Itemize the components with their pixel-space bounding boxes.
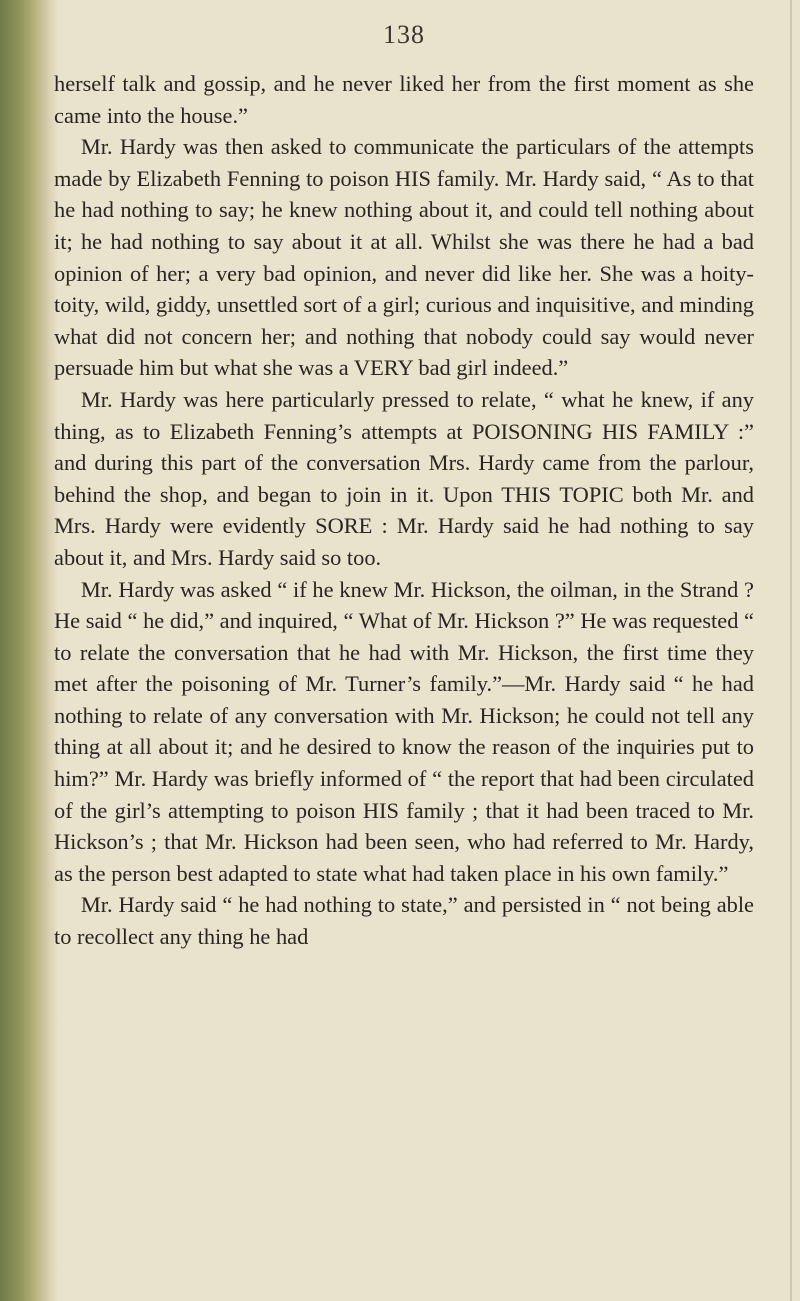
paragraph-5: Mr. Hardy said “ he had nothing to state,” and persisted in “ not being able to recollect any thing he had [54, 892, 754, 950]
paragraph-1: herself talk and gossip, and he never liked her from the first moment as she came into the house.” [54, 71, 754, 128]
paragraph-2: Mr. Hardy was then asked to communicate the particulars of the attempts made by Elizabeth Fenning to poison HIS family. Mr. Hardy said, “ As to that he had nothing to say; he knew nothing about it, and could tell nothing about it; he had nothing to say about it at all. Whilst she was there he had a bad opinion of her; a very bad opinion, and never did like her. She was a hoity-toity, wild, giddy, unsettled sort of a girl; curious and inquisitive, and minding what did not concern her; and nothing that nobody could say would never persuade him but what she was a VERY bad girl indeed.” [54, 134, 754, 381]
paragraph-4: Mr. Hardy was asked “ if he knew Mr. Hickson, the oilman, in the Strand ? He said “ he did,” and inquired, “ What of Mr. Hickson ?” He was requested “ to relate the conversation that he had with Mr. Hickson, the first time they met after the poisoning of Mr. Turner’s family.”—Mr. Hardy said “ he had nothing to relate of any conversation with Mr. Hickson; he could not tell any thing at all about it; and he desired to know the reason of the inquiries put to him?” Mr. Hardy was briefly informed of “ the report that had been circulated of the girl’s attempting to poison HIS family ; that it had been traced to Mr. Hickson’s ; that Mr. Hickson had been seen, who had referred to Mr. Hardy, as the person best adapted to state what had taken place in his own family.” [54, 576, 754, 886]
page-edge [790, 0, 792, 1301]
book-page [54, 0, 754, 1301]
page-body [54, 68, 754, 953]
book-binding-edge [0, 0, 58, 1301]
page-number: 138 [383, 20, 425, 49]
paragraph-3: Mr. Hardy was here particularly pressed to relate, “ what he knew, if any thing, as to Elizabeth Fenning’s attempts at POISONING HIS FAMILY :” and during this part of the conversation Mrs. Hardy came from the parlour, behind the shop, and began to join in it. Upon THIS TOPIC both Mr. and Mrs. Hardy were evidently SORE : Mr. Hardy said he had nothing to say about it, and Mrs. Hardy said so too. [54, 386, 754, 570]
